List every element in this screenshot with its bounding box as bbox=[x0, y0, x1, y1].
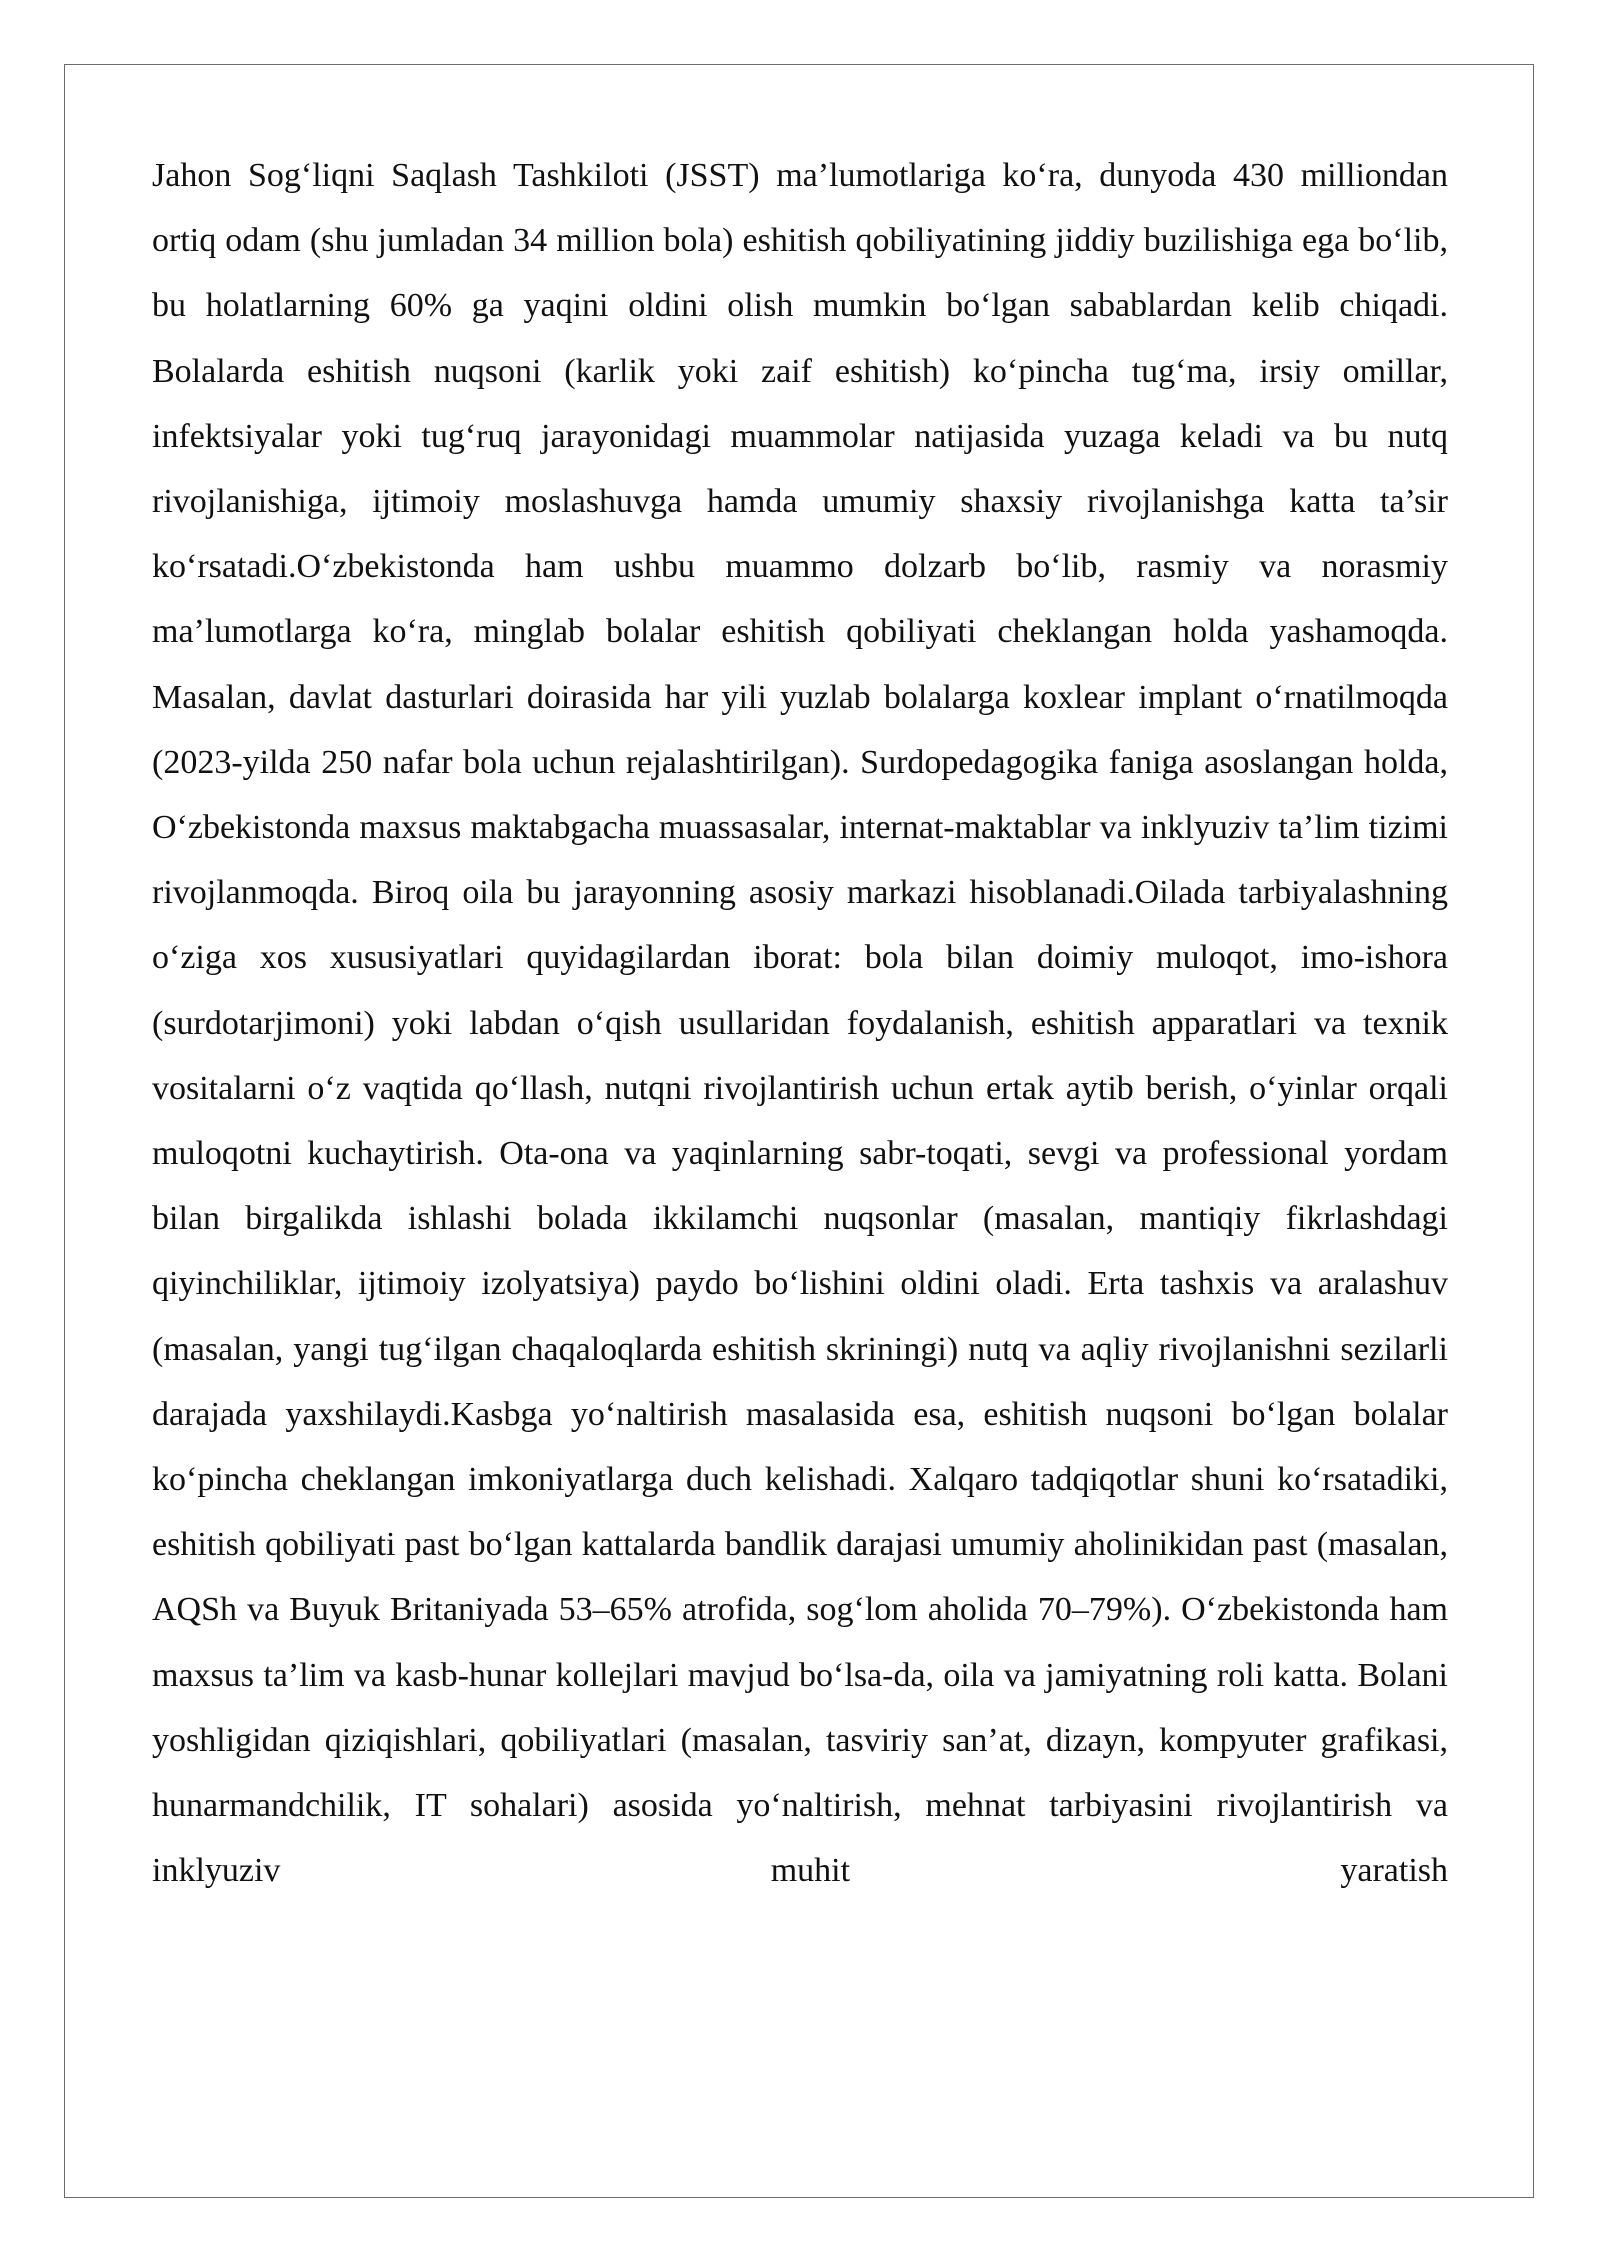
document-paragraph: Jahon Sog‘liqni Saqlash Tashkiloti (JSST) ma’lumotlariga ko‘ra, dunyoda 430 milliondan ortiq odam (shu jumladan 34 million bola) eshitish qobiliyatining jiddiy buzilishiga ega bo‘lib, bu holatlarning 60% ga yaqini oldini olish mumkin bo‘lgan sabablardan kelib chiqadi. Bolalarda eshitish nuqsoni (karlik yoki zaif eshitish) ko‘pincha tug‘ma, irsiy omillar, infektsiyalar yoki tug‘ruq jarayonidagi muammolar natijasida yuzaga keladi va bu nutq rivojlanishiga, ijtimoiy moslashuvga hamda umumiy shaxsiy rivojlanishga katta ta’sir ko‘rsatadi.O‘zbekistonda ham ushbu muammo dolzarb bo‘lib, rasmiy va norasmiy ma’lumotlarga ko‘ra, minglab bolalar eshitish qobiliyati cheklangan holda yashamoqda. Masalan, davlat dasturlari doirasida har yili yuzlab bolalarga koxlear implant o‘rnatilmoqda (2023-yilda 250 nafar bola uchun rejalashtirilgan). Surdopedagogika faniga asoslangan holda, O‘zbekistonda maxsus maktabgacha muassasalar, internat-maktablar va inklyuziv ta’lim tizimi rivojlanmoqda. Biroq oila bu jarayonning asosiy markazi hisoblanadi.Oilada tarbiyalashning o‘ziga xos xususiyatlari quyidagilardan iborat: bola bilan doimiy muloqot, imo-ishora (surdotarjimoni) yoki labdan o‘qish usullaridan foydalanish, eshitish apparatlari va texnik vositalarni o‘z vaqtida qo‘llash, nutqni rivojlantirish uchun ertak aytib berish, o‘yinlar orqali muloqotni kuchaytirish. Ota-ona va yaqinlarning sabr-toqati, sevgi va professional yordam bilan birgalikda ishlashi bolada ikkilamchi nuqsonlar (masalan, mantiqiy fikrlashdagi qiyinchiliklar, ijtimoiy izolyatsiya) paydo bo‘lishini oldini oladi. Erta tashxis va aralashuv (masalan, yangi tug‘ilgan chaqaloqlarda eshitish skriningi) nutq va aqliy rivojlanishni sezilarli darajada yaxshilaydi.Kasbga yo‘naltirish masalasida esa, eshitish nuqsoni bo‘lgan bolalar ko‘pincha cheklangan imkoniyatlarga duch kelishadi. Xalqaro tadqiqotlar shuni ko‘rsatadiki, eshitish qobiliyati past bo‘lgan kattalarda bandlik darajasi umumiy aholinikidan past (masalan, AQSh va Buyuk Britaniyada 53–65% atrofida, sog‘lom aholida 70–79%). O‘zbekistonda ham maxsus ta’lim va kasb-hunar kollejlari mavjud bo‘lsa-da, oila va jamiyatning roli katta. Bolani yoshligidan qiziqishlari, qobiliyatlari (masalan, tasviriy san’at, dizayn, kompyuter grafikasi, hunarmandchilik, IT sohalari) asosida yo‘naltirish, mehnat tarbiyasini rivojlantirish va inklyuziv muhit yaratish bbox=[152, 157, 1448, 1890]
